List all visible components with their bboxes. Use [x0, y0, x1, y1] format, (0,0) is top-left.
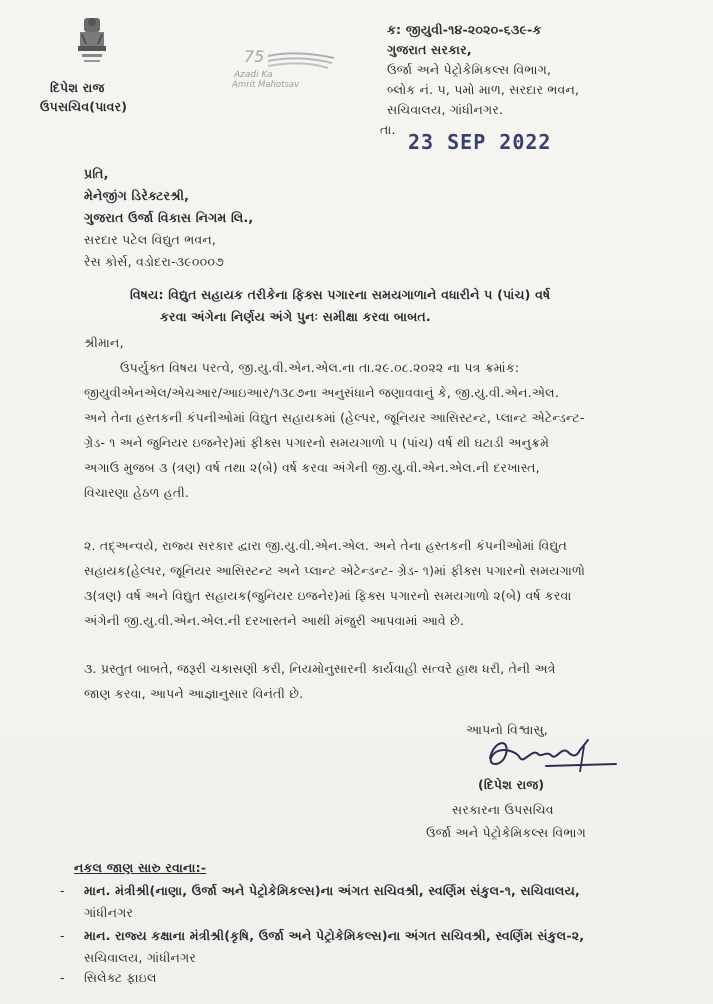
list-bullet: - [60, 970, 65, 985]
azadi-ka-amrit-mahotsav-logo [228, 48, 346, 96]
paragraph-line: જાણ કરવા, આપને આજ્ઞાનુસાર વિનંતી છે. [84, 686, 304, 701]
govt-name: ગુજરાત સરકાર, [387, 42, 472, 57]
signature-icon [476, 728, 626, 778]
copy-to-heading: નકલ જાણ સારુ રવાના:- [74, 860, 207, 875]
paragraph-line: સહાયક(હેલ્પર, જૂનિયર આસિસ્ટન્ટ અને પ્લાન્ટ એટેન્ડન્ટ- ગ્રેડ- ૧)માં ફીક્સ પગારનો સમયગાળો [84, 563, 586, 578]
recipient-line1: મેનેજીંગ ડિરેક્ટરશ્રી, [84, 188, 190, 203]
sender-title: ઉપસચિવ(પાવર) [40, 99, 128, 114]
paragraph-line: ૨. તદ્અન્વયે, રાજ્ય સરકાર દ્વારા જી.યુ.વી.એન.એલ. અને તેના હસ્તકની કંપનીઓમાં વિદ્યુત [84, 538, 567, 553]
list-bullet: - [60, 883, 65, 898]
recipient-line2: ગુજરાત ઉર્જા વિકાસ નિગમ લિ., [84, 210, 254, 225]
copy-to-item-line2: ગાંધીનગર [84, 905, 134, 920]
svg-text:75: 75 [244, 48, 265, 66]
paragraph-line: ઉપર્યુક્ત વિષય પરત્વે, જી.યુ.વી.એન.એલ.ના તા.૨૯.૦૮.૨૦૨૨ ના પત્ર ક્રમાંક: [120, 360, 520, 375]
logo-text-line2: Amrit Mahotsav [232, 80, 300, 90]
paragraph-line: જીયુવીએનએલ/એચઆર/આઇઆર/૧૩૮૭ના અનુસંધાને જણાવવાનું કે, જી.યુ.વી.એન.એલ. [84, 385, 559, 400]
recipient-line3: સરદાર પટેલ વિદ્યુત ભવન, [84, 232, 217, 247]
list-bullet: - [60, 928, 65, 943]
copy-to-item: માન. રાજ્ય કક્ષાના મંત્રીશ્રી(કૃષિ, ઉર્જા અને પેટ્રોકેમિકલ્સ)ના અંગત સચિવશ્રી, સ્વર્ણિમ સંકુલ-૨, [84, 928, 585, 943]
logo-text-line1: Azadi Ka [234, 70, 273, 80]
paragraph-line: ૩(ત્રણ) વર્ષ અને વિદ્યુત સહાયક(જુનિયર ઇજનેર)માં ફિક્સ પગારનો સમયગાળો ૨(બે) વર્ષ કરવા [84, 588, 572, 603]
copy-to-item: સિલેક્ટ ફાઇલ [84, 970, 157, 985]
date-prefix: તા. [380, 122, 396, 137]
paragraph-line: વિચારણા હેઠળ હતી. [84, 485, 190, 500]
date-stamp: 23 SEP 2022 [408, 130, 552, 154]
state-emblem-icon [70, 14, 114, 68]
address-line1: બ્લોક નં. ૫, પમો માળ, સરદાર ભવન, [387, 82, 580, 97]
paragraph-line: અને તેના હસ્તકની કંપનીઓમાં વિદ્યુત સહાયકમાં (હેલ્પર, જૂનિયર આસિસ્ટન્ટ, પ્લાન્ટ એટેન્ડન્ટ- [84, 410, 585, 425]
subject-line1: વિષય: વિદ્યુત સહાયક તરીકેના ફિક્સ પગારના સમયગાળાને વધારીને ૫ (પાંચ) વર્ષ [130, 287, 551, 302]
salutation: શ્રીમાન, [84, 335, 124, 350]
recipient-line4: રેસ કોર્સ, વડોદરા-૩૯૦૦૦૭ [84, 254, 224, 269]
closing-title: સરકારના ઉપસચિવ [452, 802, 554, 817]
copy-to-item-line2: સચિવાલય, ગાંધીનગર [84, 950, 196, 965]
reference-number: ક: જીયુવી-૧૪-૨૦૨૦-૬૩૯-ક [387, 22, 542, 37]
closing-department: ઉર્જા અને પેટ્રોકેમિકલ્સ વિભાગ [426, 825, 586, 840]
recipient-prati: પ્રતિ, [84, 166, 109, 181]
closing-yours: આપનો વિશ્વાસુ, [466, 722, 548, 737]
paragraph-line: ૩. પ્રસ્તુત બાબતે, જરૂરી ચકાસણી કરી, નિયમોનુસારની કાર્યવાહી સત્વરે હાથ ધરી, તેની અત્રે [84, 661, 556, 676]
address-line2: સચિવાલય, ગાંધીનગર. [387, 102, 504, 117]
department-name: ઉર્જા અને પેટ્રોકેમિકલ્સ વિભાગ, [387, 62, 552, 77]
subject-line2: કરવા અંગેના નિર્ણય અંગે પુનઃ સમીક્ષા કરવા બાબત. [160, 309, 431, 324]
paragraph-line: ગ્રેડ- ૧ અને જુનિયર ઇજનેર)માં ફીક્સ પગારનો સમયગાળો ૫ (પાંચ) વર્ષ થી ઘટાડી અનુક્રમે [84, 435, 550, 450]
closing-name: (દિપેશ રાજ) [478, 777, 545, 792]
paragraph-line: અંગેની જી.યુ.વી.એન.એલ.ની દરખાસ્તને આથી મંજુરી આપવામાં આવે છે. [84, 613, 465, 628]
paragraph-line: અગાઉ મુજબ ૩ (ત્રણ) વર્ષ તથા ૨(બે) વર્ષ કરવા અંગેની જી.યુ.વી.એન.એલ.ની દરખાસ્ત, [84, 460, 540, 475]
sender-name: દિપેશ રાજ [50, 80, 105, 95]
copy-to-item: માન. મંત્રીશ્રી(નાણા, ઉર્જા અને પેટ્રોકેમિકલ્સ)ના અંગત સચિવશ્રી, સ્વર્ણિમ સંકુલ-૧, સચિવાલય, [84, 883, 580, 898]
